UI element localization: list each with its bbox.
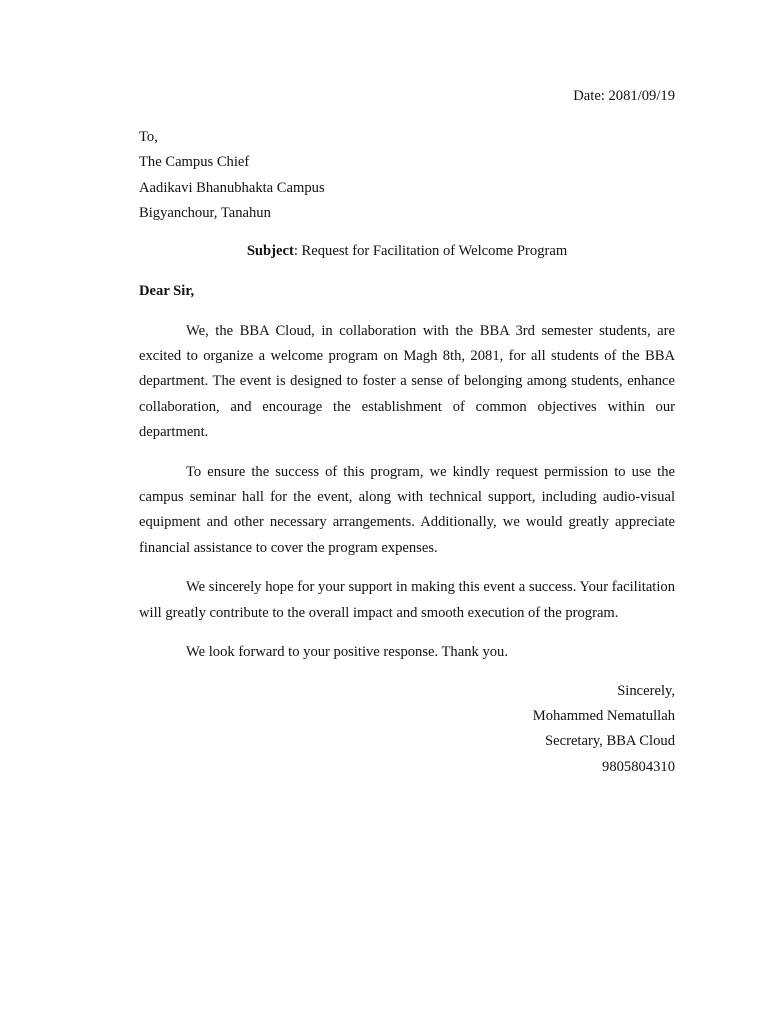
letter-page	[139, 86, 675, 780]
salutation: Dear Sir,	[139, 282, 195, 299]
body-paragraph-4: We look forward to your positive response. Thank you.	[186, 644, 508, 661]
valediction: Sincerely,	[617, 682, 675, 699]
sender-phone: 9805804310	[602, 758, 675, 775]
sender-position: Secretary, BBA Cloud	[545, 733, 675, 750]
signature-block	[139, 679, 675, 781]
subject-line	[139, 241, 675, 262]
recipient-address	[139, 125, 675, 227]
body-paragraph-3: We sincerely hope for your support in making this event a success. Your facilitation will greatly contribute to the overall impact and smooth execution of the program.	[139, 579, 675, 621]
body-paragraph-2: To ensure the success of this program, we kindly request permission to use the campus seminar hall for the event, along with technical support, including audio-visual equipment and other necessary arrangements. Additionally, we would greatly appreciate financial assistance to cover the program expenses.	[139, 463, 675, 556]
letter-date: Date: 2081/09/19	[573, 88, 675, 104]
address-title: The Campus Chief	[139, 154, 250, 171]
subject-label: Subject	[246, 242, 294, 259]
sender-name: Mohammed Nematullah	[532, 707, 675, 724]
address-location: Bigyanchour, Tanahun	[139, 205, 271, 222]
subject-text: : Request for Facilitation of Welcome Program	[293, 242, 568, 259]
address-to: To,	[139, 129, 158, 145]
body-paragraph-1: We, the BBA Cloud, in collaboration with the BBA 3rd semester students, are excited to organize a welcome program on Magh 8th, 2081, for all students of the BBA department. The event is designed to foster a sense of belonging among students, enhance collaboration, and encourage the establishment of common objectives within our department.	[139, 322, 675, 441]
address-institution: Aadikavi Bhanubhakta Campus	[139, 179, 325, 196]
